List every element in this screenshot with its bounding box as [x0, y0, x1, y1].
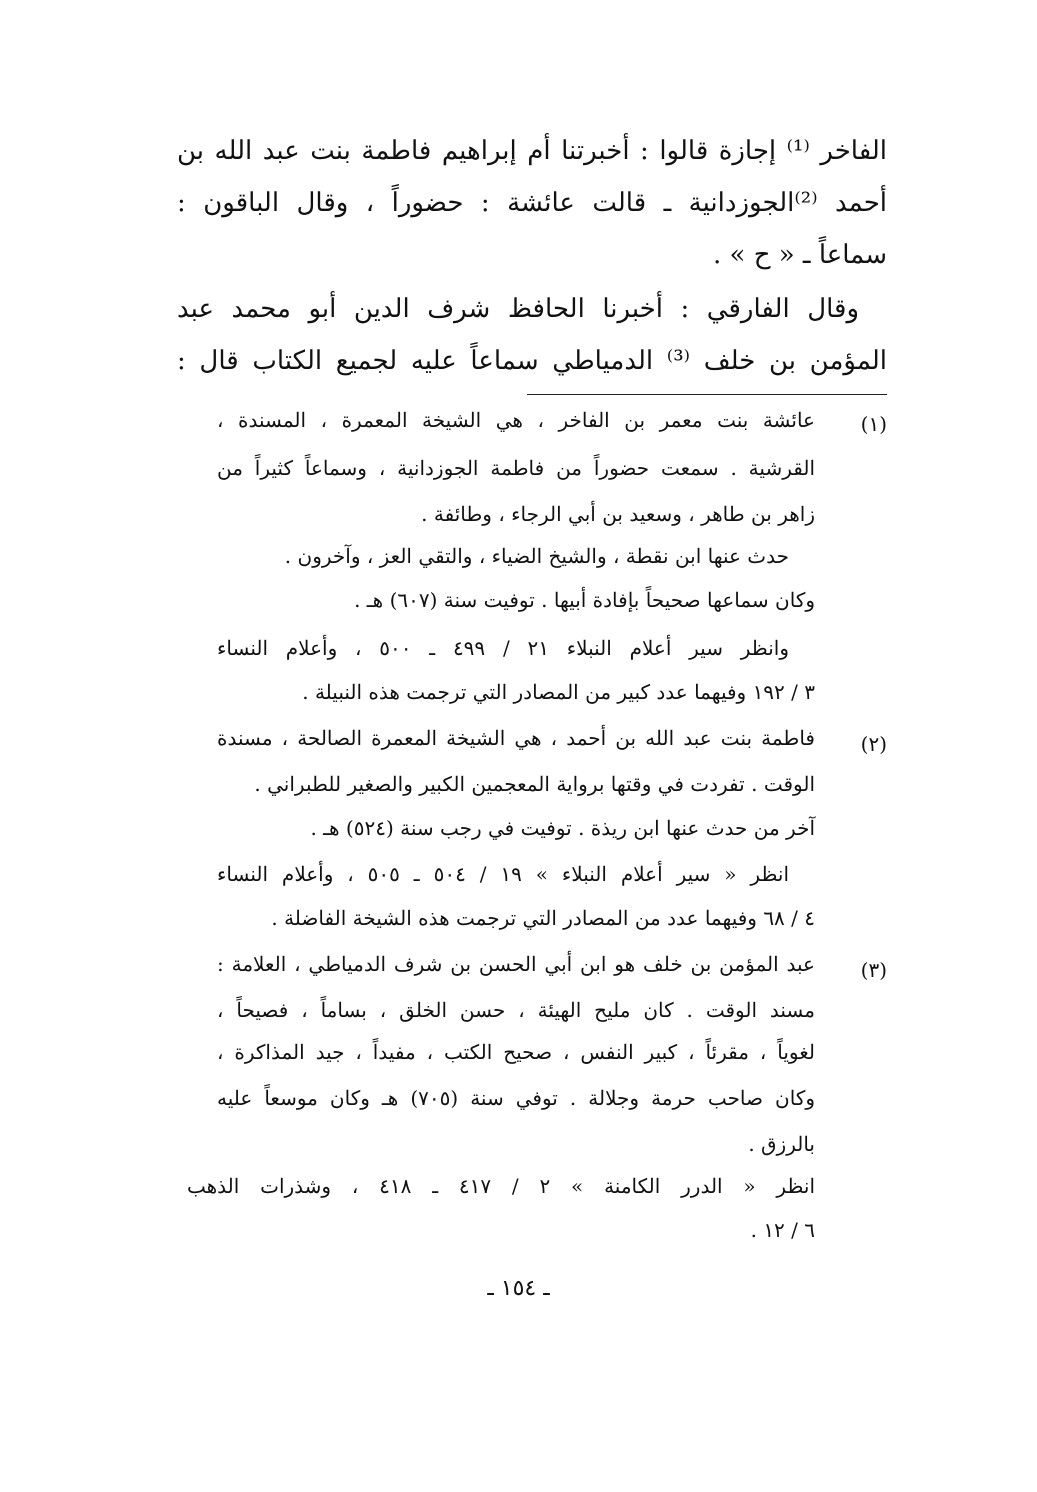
- footnote-line: وانظر سير أعلام النبلاء ٢١ / ٤٩٩ ـ ٥٠٠ ، وأعلام النساء: [217, 636, 789, 660]
- footnote-line: مسند الوقت . كان مليح الهيئة ، حسن الخلق ، بساماً ، فصيحاً ،: [217, 998, 815, 1022]
- main-text-line: أحمد ⁽²⁾الجوزدانية ـ قالت عائشة : حضوراً ، وقال الباقون :: [177, 188, 888, 218]
- footnote-number: (١): [860, 412, 887, 436]
- footnote-line: لغوياً ، مقرئاً ، كبير النفس ، صحيح الكتب ، مفيداً ، جيد المذاكرة ،: [217, 1040, 815, 1064]
- footnote-separator: [527, 394, 887, 395]
- footnote-line: فاطمة بنت عبد الله بن أحمد ، هي الشيخة المعمرة الصالحة ، مسندة: [217, 726, 815, 750]
- footnote-line: ٣ / ١٩٢ وفيهما عدد كبير من المصادر التي ترجمت هذه النبيلة .: [302, 680, 815, 704]
- footnote-line: وكان سماعها صحيحاً بإفادة أبيها . توفيت سنة (٦٠٧) هـ .: [354, 588, 815, 612]
- footnote-line: الوقت . تفردت في وقتها برواية المعجمين الكبير والصغير للطبراني .: [254, 772, 815, 796]
- footnote-line: وكان صاحب حرمة وجلالة . توفي سنة (٧٠٥) هـ وكان موسعاً عليه: [217, 1086, 815, 1110]
- page-number: ـ ١٥٤ ـ: [487, 1276, 550, 1301]
- footnote-line: عبد المؤمن بن خلف هو ابن أبي الحسن بن شرف الدمياطي ، العلامة :: [217, 952, 815, 976]
- main-text-line: وقال الفارقي : أخبرنا الحافظ شرف الدين أبو محمد عبد: [177, 294, 859, 324]
- footnote-line: زاهر بن طاهر ، وسعيد بن أبي الرجاء ، وطائفة .: [421, 502, 815, 526]
- footnote-number: (٣): [860, 958, 887, 982]
- main-text-line: سماعاً ـ « ح » .: [713, 240, 887, 270]
- footnote-line: عائشة بنت معمر بن الفاخر ، هي الشيخة المعمرة ، المسندة ،: [217, 408, 815, 432]
- footnote-line: انظر « الدرر الكامنة » ٢ / ٤١٧ ـ ٤١٨ ، وشذرات الذهب: [187, 1174, 816, 1198]
- footnote-line: حدث عنها ابن نقطة ، والشيخ الضياء ، والتقي العز ، وآخرون .: [284, 544, 789, 568]
- footnote-line: آخر من حدث عنها ابن ريذة . توفيت في رجب سنة (٥٢٤) هـ .: [310, 816, 815, 840]
- main-text-line: المؤمن بن خلف ⁽³⁾ الدمياطي سماعاً عليه لجميع الكتاب قال :: [177, 346, 887, 376]
- footnote-line: انظر « سير أعلام النبلاء » ١٩ / ٥٠٤ ـ ٥٠٥ ، وأعلام النساء: [217, 862, 789, 886]
- footnote-line: القرشية . سمعت حضوراً من فاطمة الجوزدانية ، وسماعاً كثيراً من: [217, 456, 815, 480]
- footnote-line: بالرزق .: [748, 1132, 815, 1156]
- footnote-line: ٤ / ٦٨ وفيهما عدد من المصادر التي ترجمت هذه الشيخة الفاضلة .: [271, 906, 815, 930]
- footnote-number: (٢): [860, 732, 887, 756]
- main-text-line: الفاخر ⁽¹⁾ إجازة قالوا : أخبرتنا أم إبراهيم فاطمة بنت عبد الله بن: [177, 136, 887, 166]
- footnote-line: ٦ / ١٢ .: [750, 1218, 815, 1242]
